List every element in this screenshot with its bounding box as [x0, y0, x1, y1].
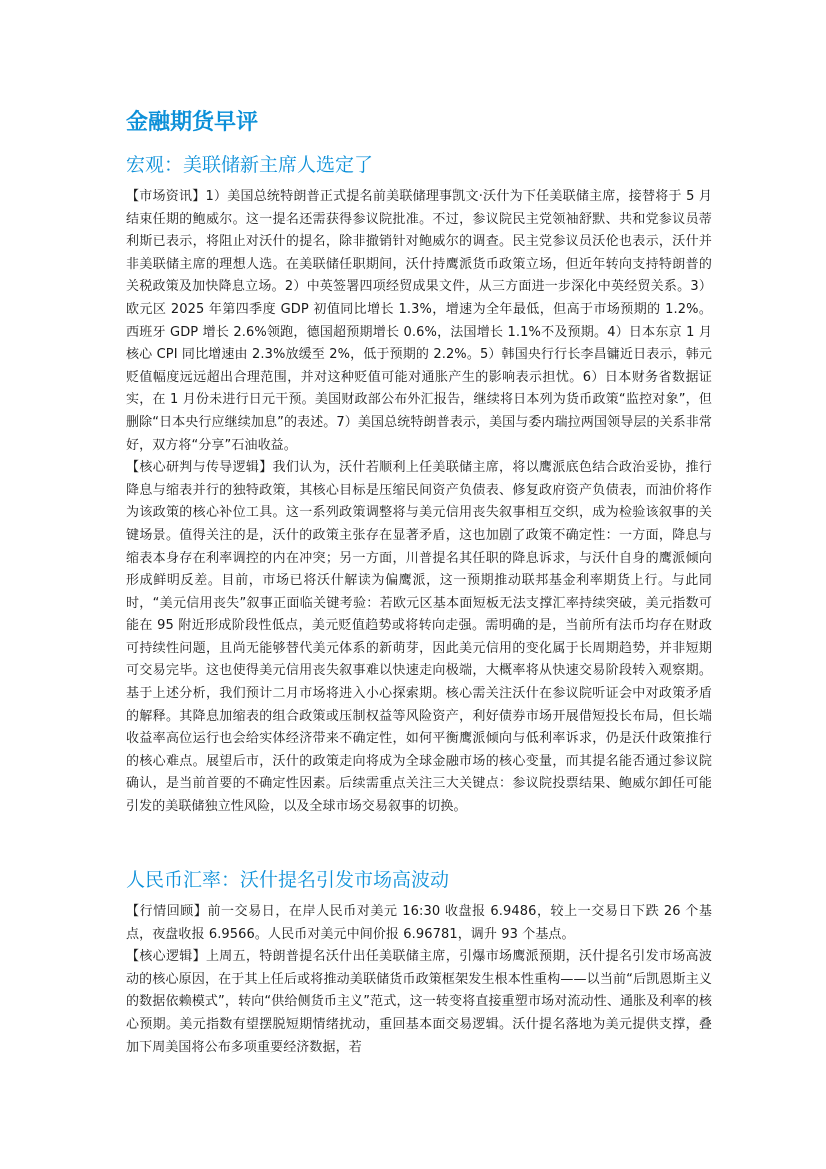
- section-body-macro: [126, 186, 712, 819]
- paragraph-text: 上周五，特朗普提名沃什出任美联储主席，引爆市场鹰派预期，沃什提名引发市场高波动的核心原因，在于其上任后或将推动美联储货币政策框架发生根本性重构——以当前“后凯恩斯主义的数据依赖模式”，转向“供给侧货币主义”范式，这一转变将直接重塑市场对流动性、通胀及利率的核心预期。美元指数有望摆脱短期情绪扰动，重回基本面交易逻辑。沃什提名落地为美元提供支撑，叠加下周美国将公布多项重要经济数据，若: [126, 949, 712, 1055]
- paragraph-tag: 【核心逻辑】: [126, 949, 206, 965]
- paragraph-tag: 【行情回顾】: [126, 904, 208, 919]
- section-heading-rmb-fx: 人民币汇率：沃什提名引发市场高波动: [126, 869, 450, 891]
- paragraph-core-analysis: [126, 457, 712, 819]
- paragraph-core-logic: [126, 946, 712, 1059]
- paragraph-tag: 【市场资讯】: [126, 189, 206, 204]
- paragraph-market-news: [126, 186, 712, 457]
- paragraph-market-review: [126, 901, 712, 946]
- section-heading-macro: 宏观：美联储新主席人选定了: [126, 154, 374, 176]
- paragraph-tag: 【核心研判与传导逻辑】: [126, 460, 273, 476]
- section-body-rmb-fx: [126, 901, 712, 1059]
- document-title: 金融期货早评: [126, 110, 259, 135]
- paragraph-text: 1）美国总统特朗普正式提名前美联储理事凯文·沃什为下任美联储主席，接替将于 5 月结束任期的鲍威尔。这一提名还需获得参议院批准。不过，参议院民主党领袖舒默、共和党参议员蒂利斯已表示，将阻止对沃什的提名，除非撤销针对鲍威尔的调查。民主党参议员沃伦也表示，沃什并非美联储主席的理想人选。在美联储任职期间，沃什持鹰派货币政策立场，但近年转向支持特朗普的关税政策及加快降息立场。2）中英签署四项经贸成果文件，从三方面进一步深化中英经贸关系。3）欧元区 2025 年第四季度 GDP 初值同比增长 1.3%，增速为全年最低，但高于市场预期的 1.2%。西班牙 GDP 增长 2.6%领跑，德国超预期增长 0.6%，法国增长 1.1%不及预期。4）日本东京 1 月核心 CPI 同比增速由 2.3%放缓至 2%，低于预期的 2.2%。5）韩国央行行长李昌镛近日表示，韩元贬值幅度远远超出合理范围，并对这种贬值可能对通胀产生的影响表示担忧。6）日本财务省数据证实，在 1 月份未进行日元干预。美国财政部公布外汇报告，继续将日本列为货币政策“监控对象”，但删除“日本央行应继续加息”的表述。7）美国总统特朗普表示，美国与委内瑞拉两国领导层的关系非常好，双方将“分享”石油收益。: [126, 189, 712, 453]
- paragraph-text: 前一交易日，在岸人民币对美元 16:30 收盘报 6.9486，较上一交易日下跌 26 个基点，夜盘收报 6.9566。人民币对美元中间价报 6.96781，调升 93 个基点。: [126, 904, 712, 942]
- paragraph-text: 我们认为，沃什若顺利上任美联储主席，将以鹰派底色结合政治妥协，推行降息与缩表并行的独特政策，其核心目标是压缩民间资产负债表、修复政府资产负债表，而油价将作为该政策的核心补位工具。这一系列政策调整将与美元信用丧失叙事相互交织，成为检验该叙事的关键场景。值得关注的是，沃什的政策主张存在显著矛盾，这也加剧了政策不确定性：一方面，降息与缩表本身存在利率调控的内在冲突；另一方面，川普提名其任职的降息诉求，与沃什自身的鹰派倾向形成鲜明反差。目前，市场已将沃什解读为偏鹰派，这一预期推动联邦基金利率期货上行。与此同时，“美元信用丧失”叙事正面临关键考验：若欧元区基本面短板无法支撑汇率持续突破，美元指数可能在 95 附近形成阶段性低点，美元贬值趋势或将转向走强。需明确的是，当前所有法币均存在财政可持续性问题，且尚无能够替代美元体系的新萌芽，因此美元信用的变化属于长周期趋势，并非短期可交易完毕。这也使得美元信用丧失叙事难以快速走向极端，大概率将从快速交易阶段转入观察期。基于上述分析，我们预计二月市场将进入小心探索期。核心需关注沃什在参议院听证会中对政策矛盾的解释。其降息加缩表的组合政策或压制权益等风险资产，利好债券市场开展借短投长布局，但长端收益率高位运行也会给实体经济带来不确定性，如何平衡鹰派倾向与低利率诉求，仍是沃什政策推行的核心难点。展望后市，沃什的政策走向将成为全球金融市场的核心变量，而其提名能否通过参议院确认，是当前首要的不确定性因素。后续需重点关注三大关键点：参议院投票结果、鲍威尔卸任可能引发的美联储独立性风险，以及全球市场交易叙事的切换。: [126, 460, 712, 815]
